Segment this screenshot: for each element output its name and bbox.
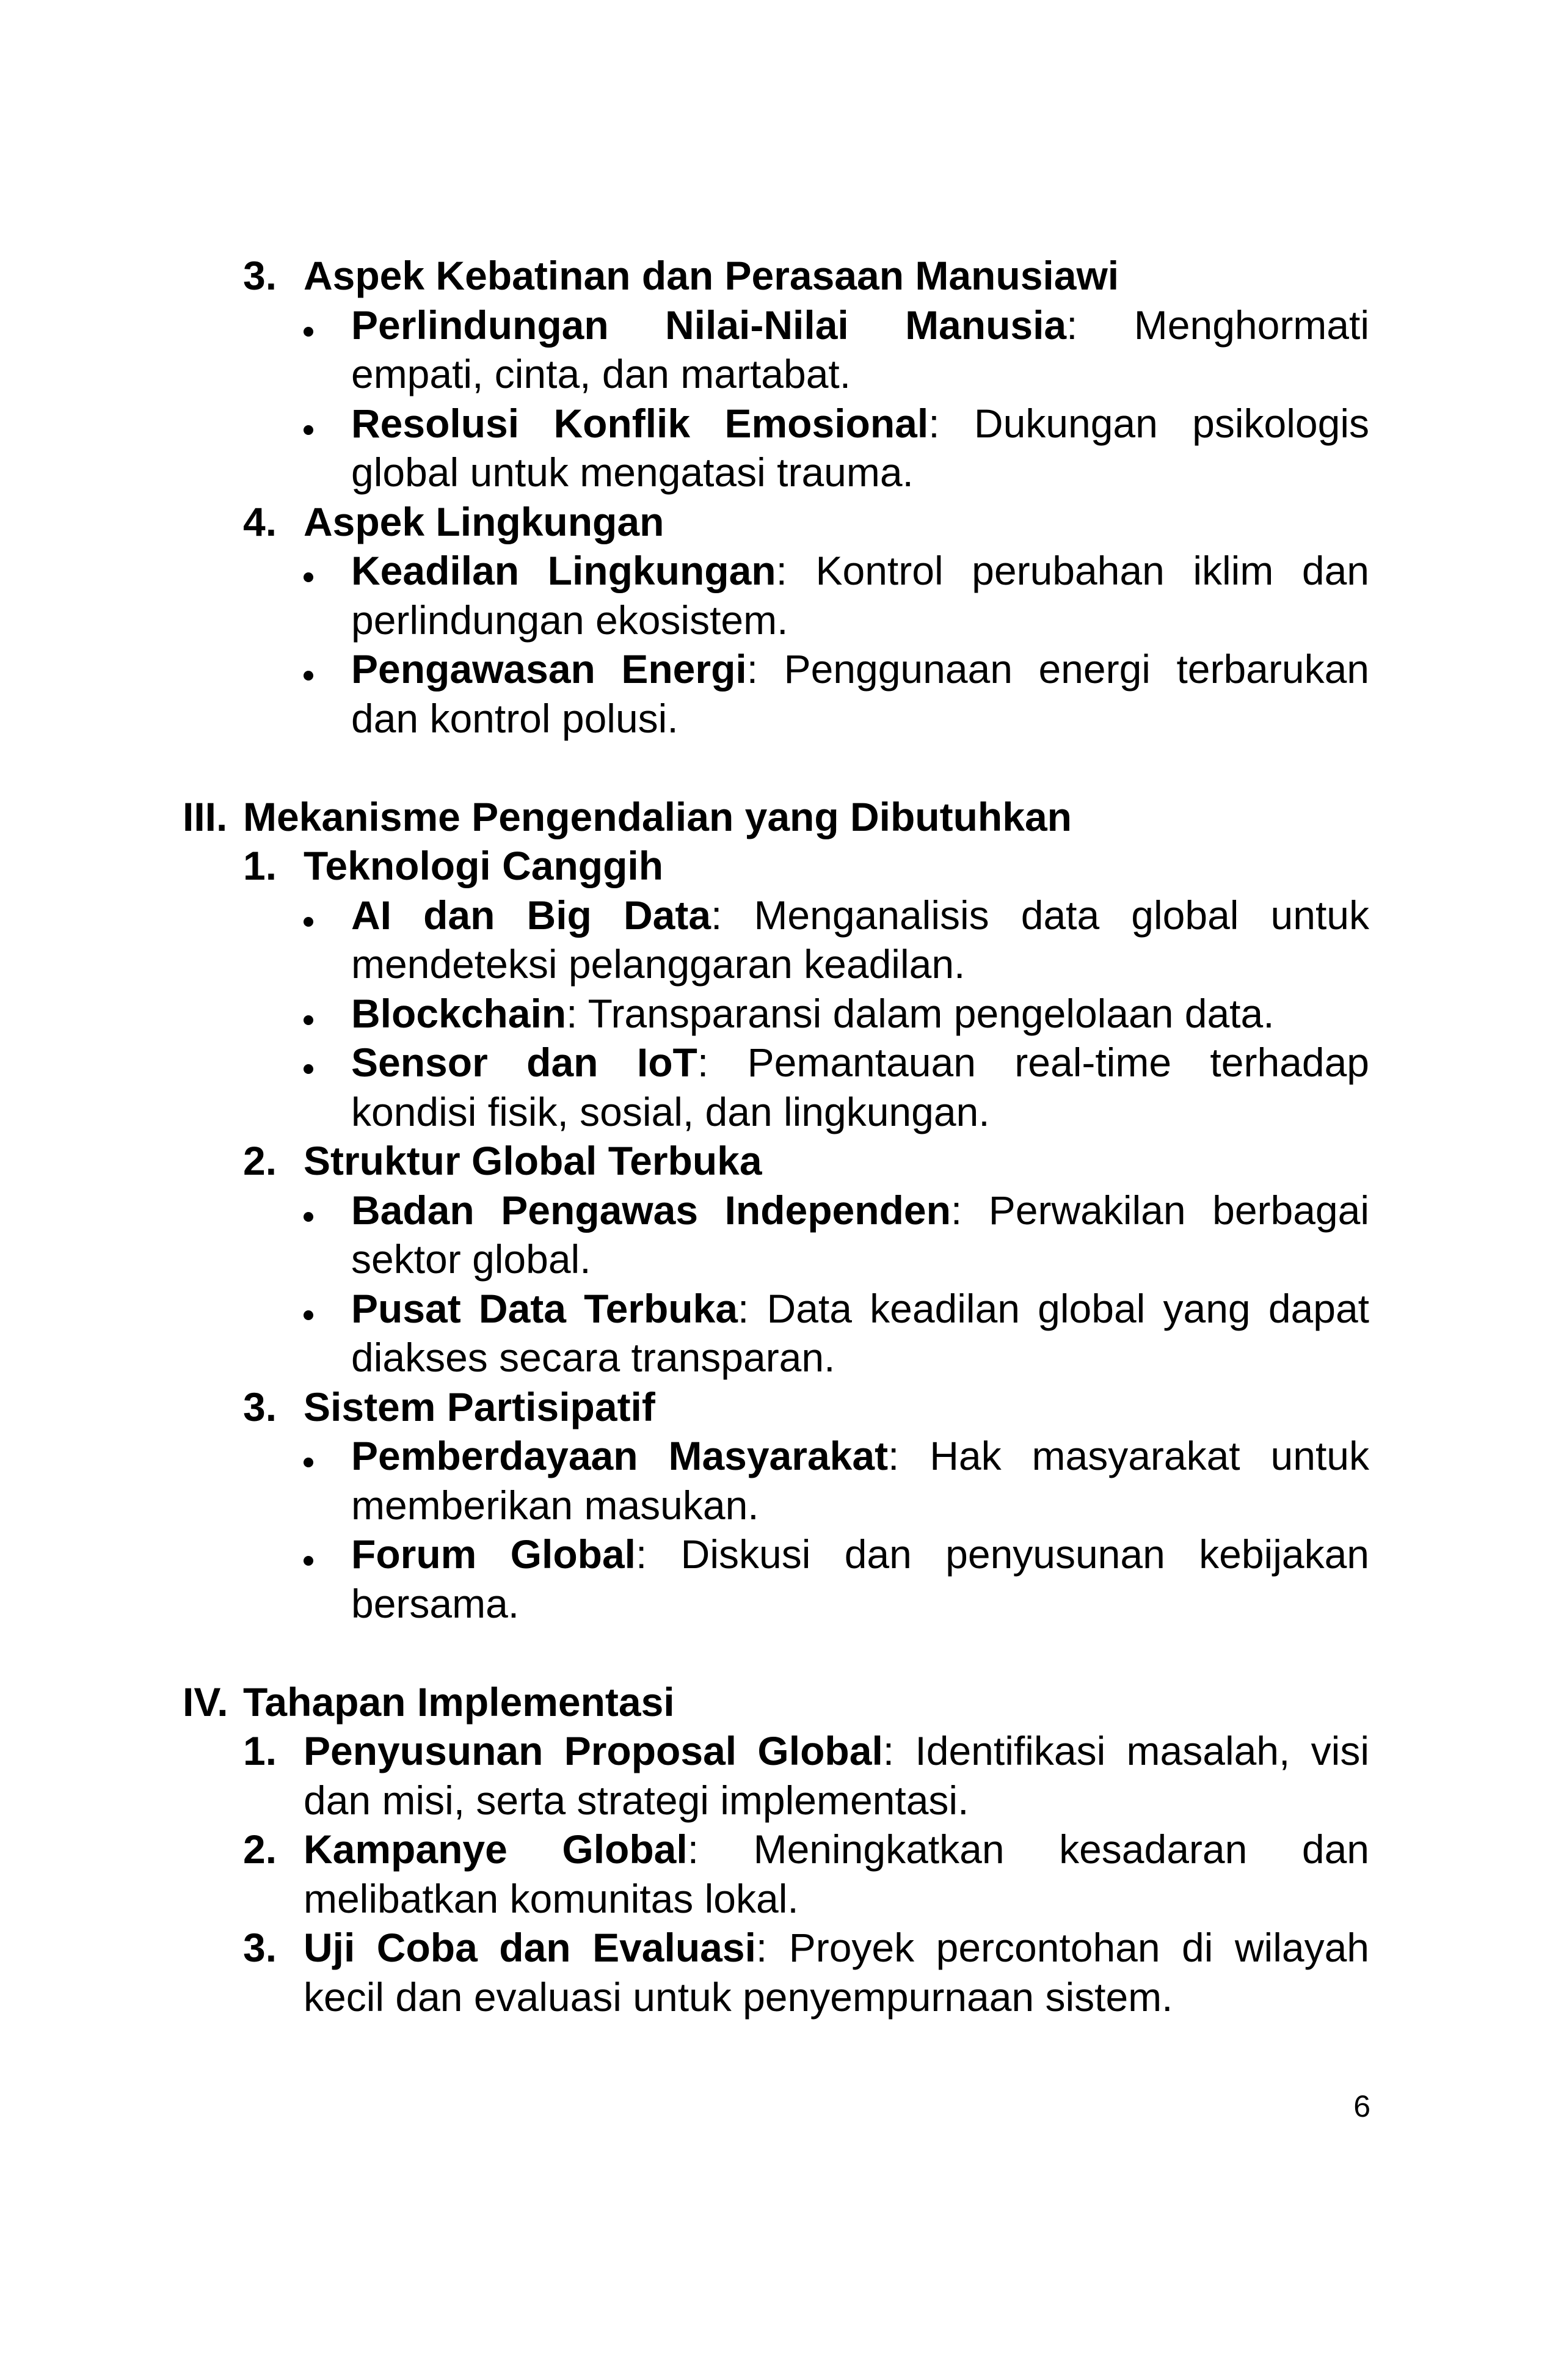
line-text xyxy=(243,792,1369,842)
line-text xyxy=(351,694,1369,743)
line-text xyxy=(351,1284,1369,1334)
line-text xyxy=(351,448,1369,497)
bold-term: Mekanisme Pengendalian yang Dibutuhkan xyxy=(243,794,1072,839)
body-text: kecil dan evaluasi untuk penyempurnaan sistem. xyxy=(304,1974,1173,2020)
continuation-line xyxy=(0,694,1550,743)
bullet-item-line xyxy=(0,1284,1550,1334)
body-text: : Diskusi dan penyusunan kebijakan xyxy=(636,1531,1369,1577)
line-text xyxy=(304,251,1369,301)
line-text xyxy=(304,1973,1369,2022)
item-number: 2. xyxy=(243,1138,277,1183)
continuation-line xyxy=(0,1776,1550,1825)
bullet-item-line xyxy=(0,1186,1550,1235)
section-heading xyxy=(0,1677,1550,1727)
continuation-line xyxy=(0,596,1550,645)
body-text: memberikan masukan. xyxy=(351,1482,759,1528)
bullet-icon xyxy=(304,1064,313,1074)
bold-term: Uji Coba dan Evaluasi xyxy=(304,1925,756,1970)
body-text: : Perwakilan berbagai xyxy=(950,1187,1369,1233)
bold-term: Sensor dan IoT xyxy=(351,1040,697,1085)
bold-term: Struktur Global Terbuka xyxy=(304,1138,762,1183)
body-text: melibatkan komunitas lokal. xyxy=(304,1875,799,1921)
line-text xyxy=(304,497,1369,547)
line-text xyxy=(304,1382,1369,1432)
line-text xyxy=(351,546,1369,596)
bullet-item-line xyxy=(0,891,1550,940)
bullet-icon xyxy=(304,327,313,337)
body-text: : Dukungan psikologis xyxy=(928,400,1369,446)
body-text: : Kontrol perubahan iklim dan xyxy=(776,548,1369,593)
line-text xyxy=(304,1874,1369,1924)
line-text xyxy=(304,1825,1369,1874)
section-number: III. xyxy=(183,794,228,839)
line-text xyxy=(351,1481,1369,1530)
line-text xyxy=(351,1333,1369,1382)
body-text: dan kontrol polusi. xyxy=(351,695,679,741)
bold-term: Badan Pengawas Independen xyxy=(351,1187,951,1233)
subsection-heading xyxy=(0,251,1550,301)
body-text: : Pemantauan real-time terhadap xyxy=(697,1040,1369,1085)
line-text xyxy=(351,891,1369,940)
page-number: 6 xyxy=(1353,2089,1370,2123)
bold-term: Sistem Partisipatif xyxy=(304,1384,655,1429)
bullet-item-line xyxy=(0,644,1550,694)
line-text xyxy=(304,1726,1369,1776)
continuation-line xyxy=(0,448,1550,497)
line-text xyxy=(351,989,1369,1039)
subsection-heading xyxy=(0,497,1550,547)
bullet-item-line xyxy=(0,1530,1550,1579)
line-text xyxy=(304,1923,1369,1973)
item-number: 3. xyxy=(243,1384,277,1429)
line-text xyxy=(304,1136,1369,1186)
bold-term: Pemberdayaan Masyarakat xyxy=(351,1433,889,1478)
body-text: : Transparansi dalam pengelolaan data. xyxy=(566,990,1275,1036)
body-text: global untuk mengatasi trauma. xyxy=(351,450,914,495)
bullet-item-line xyxy=(0,1431,1550,1481)
bold-term: Forum Global xyxy=(351,1531,636,1577)
section-heading xyxy=(0,792,1550,842)
bullet-item-line xyxy=(0,399,1550,448)
subsection-heading xyxy=(0,1136,1550,1186)
line-text xyxy=(351,349,1369,399)
body-text: dan misi, serta strategi implementasi. xyxy=(304,1777,969,1823)
body-text: mendeteksi pelanggaran keadilan. xyxy=(351,941,966,987)
line-text xyxy=(351,1186,1369,1235)
continuation-line xyxy=(0,1087,1550,1137)
item-number: 3. xyxy=(243,253,277,298)
body-text: diakses secara transparan. xyxy=(351,1335,835,1380)
line-text xyxy=(351,1431,1369,1481)
line-text xyxy=(351,940,1369,989)
body-text: : Penggunaan energi terbarukan xyxy=(746,646,1369,692)
bullet-item-line xyxy=(0,546,1550,596)
body-text: perlindungan ekosistem. xyxy=(351,597,788,643)
bold-term: Teknologi Canggih xyxy=(304,843,664,888)
continuation-line xyxy=(0,349,1550,399)
bullet-icon xyxy=(304,1310,313,1320)
body-text: : Identifikasi masalah, visi xyxy=(882,1728,1369,1773)
item-number: 3. xyxy=(243,1925,277,1970)
bullet-item-line xyxy=(0,989,1550,1039)
line-text xyxy=(304,1776,1369,1825)
subsection-heading xyxy=(0,1382,1550,1432)
continuation-line xyxy=(0,1333,1550,1382)
bold-term: Penyusunan Proposal Global xyxy=(304,1728,883,1773)
item-number: 4. xyxy=(243,498,277,544)
bold-term: Pusat Data Terbuka xyxy=(351,1285,738,1331)
line-text xyxy=(351,1087,1369,1137)
line-text xyxy=(351,1235,1369,1284)
bold-term: Pengawasan Energi xyxy=(351,646,747,692)
continuation-line xyxy=(0,1973,1550,2022)
body-text: : Hak masyarakat untuk xyxy=(888,1433,1369,1478)
bold-term: AI dan Big Data xyxy=(351,892,711,938)
body-text: : Data keadilan global yang dapat xyxy=(738,1285,1369,1331)
body-text: : Proyek percontohan di wilayah xyxy=(755,1925,1369,1970)
bold-term: Kampanye Global xyxy=(304,1827,688,1872)
line-text xyxy=(351,1038,1369,1087)
body-text: empati, cinta, dan martabat. xyxy=(351,351,851,396)
bold-term: Keadilan Lingkungan xyxy=(351,548,776,593)
body-text: sektor global. xyxy=(351,1236,591,1282)
bullet-icon xyxy=(304,425,313,435)
line-text xyxy=(351,596,1369,645)
continuation-line xyxy=(0,1579,1550,1629)
bullet-icon xyxy=(304,917,313,927)
continuation-line xyxy=(0,1481,1550,1530)
item-number: 1. xyxy=(243,843,277,888)
bold-term: Perlindungan Nilai-Nilai Manusia xyxy=(351,302,1067,348)
body-text: : Meningkatkan kesadaran dan xyxy=(687,1827,1369,1872)
item-number: 2. xyxy=(243,1827,277,1872)
bullet-item-line xyxy=(0,301,1550,350)
line-text xyxy=(243,1677,1369,1727)
body-text: bersama. xyxy=(351,1580,520,1626)
section-number: IV. xyxy=(183,1679,228,1725)
line-text xyxy=(351,1579,1369,1629)
bold-term: Tahapan Implementasi xyxy=(243,1679,675,1725)
line-text xyxy=(304,841,1369,891)
bold-term: Blockchain xyxy=(351,990,567,1036)
bullet-icon xyxy=(304,572,313,582)
bullet-icon xyxy=(304,1212,313,1222)
line-text xyxy=(351,399,1369,448)
subsection-heading xyxy=(0,841,1550,891)
numbered-item-line xyxy=(0,1726,1550,1776)
bold-term: Resolusi Konflik Emosional xyxy=(351,400,929,446)
bold-term: Aspek Kebatinan dan Perasaan Manusiawi xyxy=(304,253,1119,298)
line-text xyxy=(351,644,1369,694)
bullet-icon xyxy=(304,671,313,681)
item-number: 1. xyxy=(243,1728,277,1773)
line-text xyxy=(351,1530,1369,1579)
continuation-line xyxy=(0,940,1550,989)
bold-term: Aspek Lingkungan xyxy=(304,498,664,544)
continuation-line xyxy=(0,1235,1550,1284)
body-text: : Menganalisis data global untuk xyxy=(711,892,1370,938)
bullet-icon xyxy=(304,1458,313,1467)
continuation-line xyxy=(0,1874,1550,1924)
body-text: : Menghormati xyxy=(1066,302,1369,348)
numbered-item-line xyxy=(0,1825,1550,1874)
bullet-item-line xyxy=(0,1038,1550,1087)
bullet-icon xyxy=(304,1015,313,1025)
body-text: kondisi fisik, sosial, dan lingkungan. xyxy=(351,1089,990,1134)
numbered-item-line xyxy=(0,1923,1550,1973)
bullet-icon xyxy=(304,1556,313,1566)
line-text xyxy=(351,301,1369,350)
